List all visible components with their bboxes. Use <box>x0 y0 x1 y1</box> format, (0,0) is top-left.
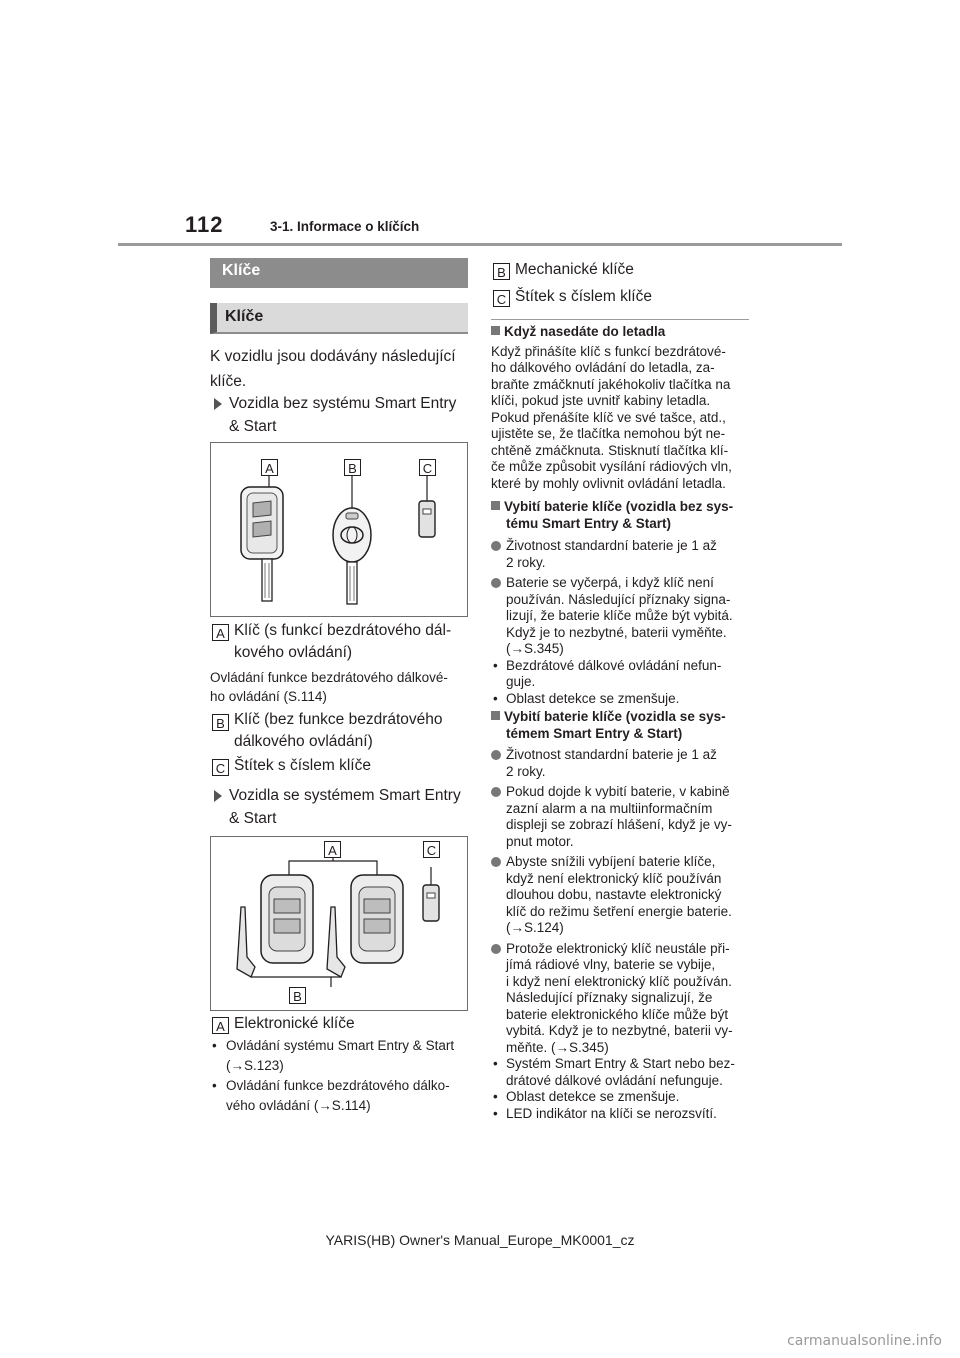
text-line: chtěně zmáčknuta. Stisknutí tlačítka klí- <box>491 442 729 458</box>
battery1-title <box>491 499 753 532</box>
square-bullet-icon <box>491 711 500 720</box>
text-line: (→S.124) <box>506 920 564 935</box>
figure-label-b: B <box>344 459 361 476</box>
text-line: Baterie se vyčerpá, i když klíč není <box>506 575 714 590</box>
electronic-keys-illustration-icon <box>211 837 467 1010</box>
key-number-tag-label: Štítek s číslem klíče <box>515 288 652 305</box>
text-line: Pokud dojde k vybití baterie, v kabině <box>506 784 730 799</box>
item-b-label <box>234 709 443 753</box>
text-line: displeji se zobrazí hlášení, když je vy- <box>506 817 732 832</box>
figure-keys-smart-entry <box>210 836 468 1011</box>
text-line: jímá rádiové vlny, baterie se vybije, <box>506 957 716 972</box>
text-line: Životnost standardní baterie je 1 až <box>506 747 717 762</box>
intro-paragraph <box>210 345 472 393</box>
text-line: zazní alarm a na multiinformačním <box>506 800 713 816</box>
text-line: vybitá. Když je to nezbytné, baterii vy- <box>506 1023 733 1038</box>
section-band <box>210 258 468 288</box>
text-line: lizují, že baterie klíče může být vybitá. <box>506 608 733 623</box>
bullet-line: (→S.123) <box>226 1058 284 1073</box>
text-line: Pokud přenášíte klíč ve své tašce, atd., <box>491 409 726 425</box>
airplane-title <box>491 324 753 341</box>
heading-line: & Start <box>229 810 277 827</box>
title-text: Když nasedáte do letadla <box>504 324 666 339</box>
title-line: Vybití baterie klíče (vozidla bez sys- <box>504 499 734 514</box>
figure-label-c: C <box>419 459 436 476</box>
list-item <box>491 575 753 658</box>
figure-label-a: A <box>261 459 278 476</box>
electronic-keys-label: Elektronické klíče <box>234 1015 355 1032</box>
text-line: baterie elektronického klíče může být <box>506 1006 729 1022</box>
intro-line: K vozidlu jsou dodávány následující <box>210 348 456 365</box>
item-line: dálkového ovládání) <box>234 733 373 750</box>
text-line: 2 roky. <box>506 763 546 779</box>
intro-line: klíče. <box>210 373 247 390</box>
text-line: Životnost standardní baterie je 1 až <box>506 538 717 553</box>
text-line: ho dálkového ovládání do letadla, za- <box>491 360 715 375</box>
round-bullet-icon <box>491 541 501 551</box>
round-bullet-icon <box>491 750 501 760</box>
text-line: používán. Následující příznaky signa- <box>506 591 731 607</box>
variant2-heading <box>214 784 476 830</box>
list-item <box>491 538 753 571</box>
section-title: Klíče <box>222 262 261 279</box>
list-item <box>491 1056 753 1089</box>
triangle-marker-icon <box>214 790 222 802</box>
list-item <box>491 941 753 1057</box>
section-battery-smart-entry <box>491 709 753 1122</box>
heading-line: & Start <box>229 418 277 435</box>
section-divider <box>491 319 749 320</box>
text-line: Oblast detekce se zmenšuje. <box>506 690 680 706</box>
list-item <box>491 1106 753 1123</box>
text-line: i když není elektronický klíč používán. <box>506 973 732 989</box>
text-line: ujistěte se, že tlačítka nemohou být ne- <box>491 426 726 441</box>
variant1-heading <box>214 392 476 438</box>
bullet-line: Ovládání funkce bezdrátového dálko- <box>226 1078 450 1093</box>
item-letter-b: B <box>212 714 229 731</box>
item-letter-b: B <box>493 263 510 280</box>
text-line: guje. <box>506 674 536 689</box>
list-item: • Ovládání funkce bezdrátového dálko- <box>212 1078 450 1093</box>
note-line: ho ovládání (S.114) <box>210 688 327 704</box>
round-bullet-icon <box>491 944 501 954</box>
triangle-marker-icon <box>214 398 222 410</box>
list-item <box>491 658 753 691</box>
list-item <box>491 1089 753 1106</box>
item-letter-a: A <box>212 624 229 641</box>
text-line: klíč do režimu šetření energie baterie. <box>506 903 732 919</box>
item-line: Klíč (s funkcí bezdrátového dál- <box>234 622 452 639</box>
variant2-bullets <box>212 1036 474 1116</box>
heading-line: Vozidla bez systému Smart Entry <box>229 395 457 412</box>
header-rule <box>118 243 842 246</box>
section-battery-without-smart-entry <box>491 499 753 707</box>
text-line: drátové dálkové ovládání nefunguje. <box>506 1072 723 1088</box>
text-line: braňte zmáčknutí jakéhokoliv tlačítka na <box>491 376 731 392</box>
text-line: (→S.345) <box>506 641 564 656</box>
item-line: Klíč (bez funkce bezdrátového <box>234 711 443 728</box>
text-line: které by mohly ovlivnit ovládání letadla. <box>491 475 726 491</box>
watermark[interactable]: carmanualsonline.info <box>787 1333 942 1349</box>
square-bullet-icon <box>491 501 500 510</box>
text-line: dlouhou dobu, nastavte elektronický <box>506 887 722 902</box>
note-line: Ovládání funkce bezdrátového dálkové- <box>210 670 448 685</box>
bullet-mark: • <box>493 657 498 673</box>
figure-label-a: A <box>324 841 341 858</box>
text-line: klíči, pokud jste uvnitř kabiny letadla. <box>491 393 711 408</box>
item-c-label: Štítek s číslem klíče <box>234 757 371 774</box>
item-a-label <box>234 620 451 664</box>
list-item <box>491 854 753 937</box>
title-line: tému Smart Entry & Start) <box>506 515 672 531</box>
section-airplane <box>491 324 753 492</box>
chapter-title: 3-1. Informace o klíčích <box>270 219 420 234</box>
bullet-mark: • <box>493 1105 498 1121</box>
text-line: měňte. (→S.345) <box>506 1039 609 1055</box>
list-item <box>491 691 753 708</box>
figure-label-b: B <box>289 987 306 1004</box>
text-line: Následující příznaky signalizují, že <box>506 990 713 1005</box>
round-bullet-icon <box>491 787 501 797</box>
heading-line: Vozidla se systémem Smart Entry <box>229 787 461 804</box>
subsection-band <box>210 303 468 334</box>
text-line: když není elektronický klíč používán <box>506 870 722 886</box>
list-item: • Ovládání systému Smart Entry & Start <box>212 1038 455 1053</box>
bullet-mark: • <box>493 1056 498 1071</box>
text-line: LED indikátor na klíči se nerozsvítí. <box>506 1105 717 1121</box>
title-line: témem Smart Entry & Start) <box>506 725 683 741</box>
text-line: Protože elektronický klíč neustále při- <box>506 940 730 956</box>
round-bullet-icon <box>491 857 501 867</box>
text-line: Oblast detekce se zmenšuje. <box>506 1089 680 1104</box>
round-bullet-icon <box>491 578 501 588</box>
item-letter-c: C <box>212 759 229 776</box>
bullet-mark: • <box>493 690 498 706</box>
mechanical-keys-label: Mechanické klíče <box>515 261 634 278</box>
footer-manual-id: YARIS(HB) Owner's Manual_Europe_MK0001_cz <box>325 1232 635 1248</box>
battery2-title <box>491 709 753 742</box>
text-line: če může způsobit vysílání rádiových vln, <box>491 459 732 474</box>
bullet-line: Ovládání systému Smart Entry & Start <box>226 1038 455 1053</box>
text-line: Abyste snížili vybíjení baterie klíče, <box>506 854 716 869</box>
airplane-text <box>491 344 753 493</box>
title-line: Vybití baterie klíče (vozidla se sys- <box>504 709 726 724</box>
item-letter-a: A <box>212 1017 229 1034</box>
text-line: Když přinášíte klíč s funkcí bezdrátové- <box>491 343 726 359</box>
text-line: pnut motor. <box>506 833 574 849</box>
item-letter-c: C <box>493 290 510 307</box>
square-bullet-icon <box>491 326 500 335</box>
figure-label-c: C <box>423 841 440 858</box>
text-line: Když je to nezbytné, baterii vyměňte. <box>506 624 727 640</box>
figure-keys-without-smart-entry <box>210 442 468 617</box>
item-line: kového ovládání) <box>234 644 353 661</box>
text-line: Bezdrátové dálkové ovládání nefun- <box>506 657 722 673</box>
bullet-mark: • <box>493 1089 498 1104</box>
page-number: 112 <box>185 212 224 237</box>
remote-note <box>210 669 448 706</box>
list-item <box>491 747 753 780</box>
text-line: 2 roky. <box>506 554 546 570</box>
subsection-title: Klíče <box>225 308 264 325</box>
list-item <box>491 784 753 850</box>
text-line: Systém Smart Entry & Start nebo bez- <box>506 1056 735 1071</box>
bullet-line: vého ovládání (→S.114) <box>226 1098 371 1113</box>
